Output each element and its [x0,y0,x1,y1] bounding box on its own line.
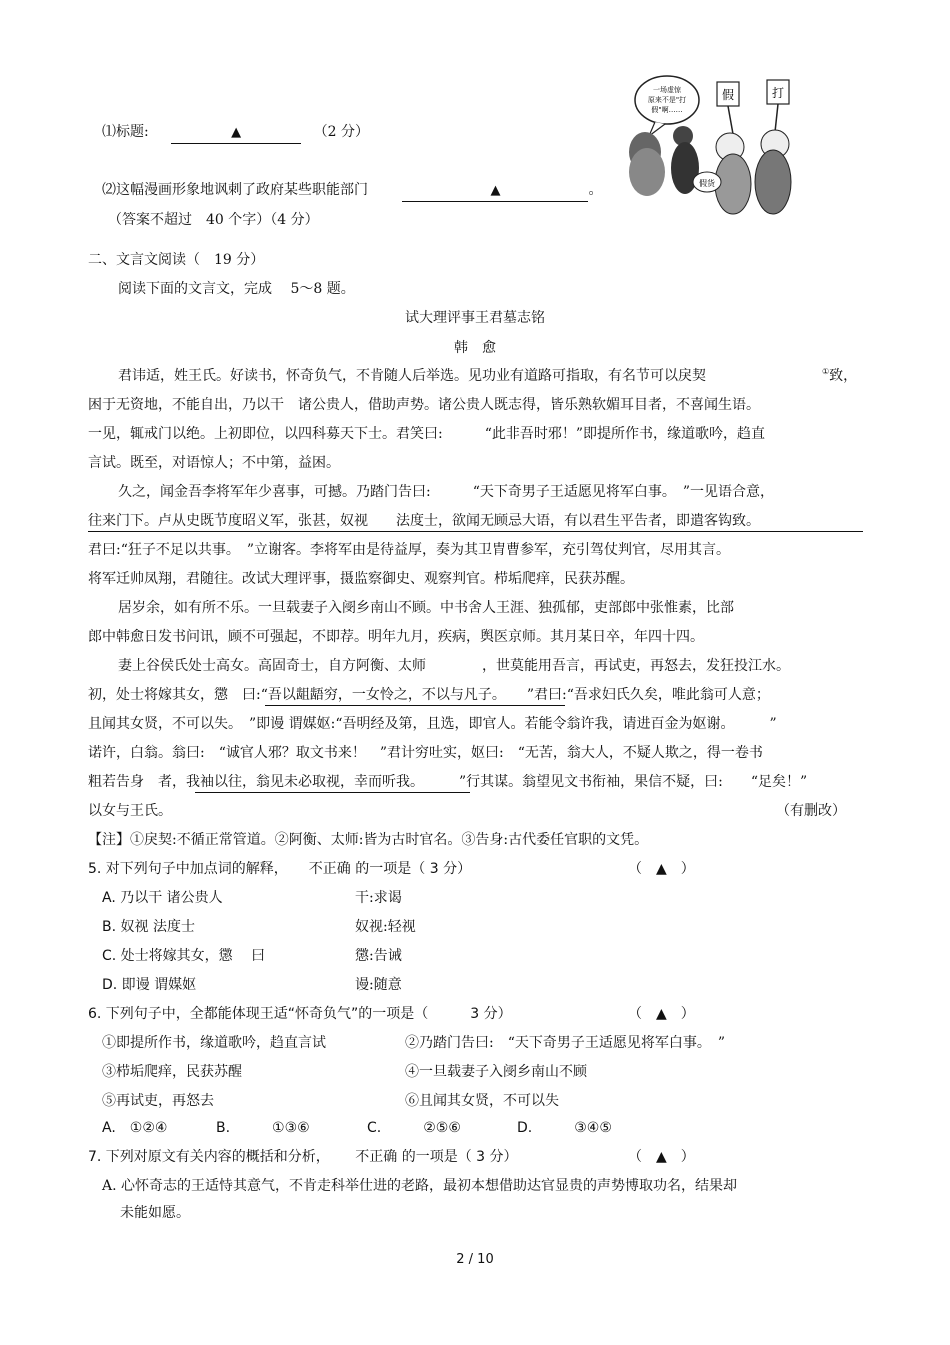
passage-line-1: 君讳适，姓王氏。好读书，怀奇负气，不肯随人后举选。见功业有道路可指取，有名节可以戾契 [118,368,706,384]
source-note: （有删改） [776,803,846,819]
q7-stem: 7. 下列对原文有关内容的概括和分析， 不正确 的一项是（ 3 分） [88,1149,518,1165]
passage-underline-12 [265,685,565,706]
q1-answer-blank[interactable]: ▲ [171,122,301,144]
passage-title: 试大理评事王君墓志铭 [405,310,545,326]
q1-line [102,122,369,144]
passage-line-2: 困于无资地，不能自出，乃以干 诸公贵人，借助声势。诸公贵人既志得，皆乐熟软媚耳目者，不喜闻生语。 [88,397,760,413]
q7-option-a-line2: 未能如愿。 [120,1205,190,1221]
passage-line-16: 以女与王氏。 [88,803,172,819]
q2-line: ⑵这幅漫画形象地讽刺了政府某些职能部门 ▲ 。 [102,180,602,202]
q6-choice-c[interactable]: C. ②⑤⑥ [367,1120,461,1136]
q6-choice-b[interactable]: B. ①③⑥ [216,1120,310,1136]
q5-option-b-gloss: 奴视:轻视 [355,919,416,935]
q5-option-b: B. 奴视 法度士 [102,919,195,935]
q7-option-a-line1: A. 心怀奇志的王适恃其意气，不肯走科举仕进的老路，最初本想借助达官显贵的声势博取功名，结果却 [102,1178,738,1194]
q6-stem: 6. 下列句子中，全都能体现王适“怀奇负气”的一项是（ 3 分） [88,1006,512,1022]
q5-stem: 5. 对下列句子中加点词的解释， 不正确 的一项是（ 3 分） [88,861,472,877]
passage-underline-15 [195,772,470,793]
passage-line-11: 妻上谷侯氏处士高女。高固奇士，自方阿衡、太师 ，世莫能用吾言，再试吏，再怒去，发狂投江水。 [118,658,790,674]
q7-answer-paren[interactable]: （ ▲ ） [628,1149,695,1165]
section2-heading: 二、文言文阅读（ 19 分） [88,252,265,268]
bubble-text-1: 一场虚惊 [653,86,681,94]
q1-points: （2 分） [313,124,369,140]
passage-line-15: 粗若告身 者，我袖以往，翁见未必取视，幸而听我。 ”行其谋。翁望见文书衔袖，果信不疑，曰: “足矣！” [88,774,808,790]
q5-option-c: C. 处士将嫁其女，懲 曰 [102,948,266,964]
q6-item-1: ①即提所作书，缘道歌吟，趋直言试 [102,1035,326,1051]
sign-1: 假 [721,88,735,102]
passage-line-8: 将军迁帅凤翔，君随往。改试大理评事，摄监察御史、观察判官。栉垢爬痒，民获苏醒。 [88,571,634,587]
q6-item-5: ⑤再试吏，再怒去 [102,1093,214,1109]
q6-item-4: ④一旦载妻子入阌乡南山不顾 [405,1064,587,1080]
passage-line-13: 且闻其女贤，不可以失。 ”即谩 谓媒妪:“吾明经及第，且选，即官人。若能令翁许我，请进百金为妪谢。 ” [88,716,777,732]
passage-line-3: 一见，辄戒门以绝。上初即位，以四科募天下士。君笑曰: “此非吾时邪！”即提所作书，缘道歌吟，趋直 [88,426,766,442]
q1-label: ⑴标题: [102,124,149,140]
q2-answer-blank[interactable]: ▲ [402,180,588,202]
q5-option-d: D. 即谩 谓媒妪 [102,977,197,993]
q5-option-a: A. 乃以干 诸公贵人 [102,890,223,906]
q6-choice-a[interactable]: A. ①②④ [102,1120,168,1136]
section2-instruction: 阅读下面的文言文，完成 5～8 题。 [118,281,355,297]
q2-label: ⑵这幅漫画形象地讽刺了政府某些职能部门 [102,182,368,198]
bubble-text-2: 原来不是"打 [647,96,687,104]
passage-line-14: 诺许，白翁。翁曰: “诚官人邪？取文书来！ ”君计穷吐实，妪曰: “无苦，翁大人，不疑人欺之，得一卷书 [88,745,763,761]
passage-line-1-end: ①致， [822,367,858,384]
passage-line-5: 久之，闻金吾李将军年少喜事，可撼。乃踏门告曰: “天下奇男子王适愿见将军白事。 ”一见语合意， [118,484,775,500]
q5-option-a-gloss: 干:求谒 [355,890,402,906]
sign-2: 打 [771,86,785,100]
passage-line-4: 言试。既至，对语惊人；不中第，益困。 [88,455,340,471]
q6-item-6: ⑥且闻其女贤，不可以失 [405,1093,559,1109]
q5-answer-paren[interactable]: （ ▲ ） [628,861,695,877]
q6-choice-d[interactable]: D. ③④⑤ [517,1120,612,1136]
passage-line-9: 居岁余，如有所不乐。一旦载妻子入阌乡南山不顾。中书舍人王涯、独孤郁，吏部郎中张惟素，比部 [118,600,734,616]
passage-line-12: 初，处士将嫁其女，懲 曰:“吾以龃龉穷，一女怜之，不以与凡子。 ”君曰:“吾求妇氏久矣，唯此翁可人意； [88,687,770,703]
q6-item-3: ③栉垢爬痒，民获苏醒 [102,1064,242,1080]
passage-author: 韩 愈 [454,340,496,356]
page-number: 2 / 10 [456,1252,494,1267]
bubble-text-3: 假"啊…… [651,106,683,114]
q6-answer-paren[interactable]: （ ▲ ） [628,1006,695,1022]
q5-option-d-gloss: 谩:随意 [355,977,402,993]
cartoon-image [625,72,805,220]
annotation: 【注】①戾契:不循正常管道。②阿衡、太师:皆为古时官名。③告身:古代委任官职的文凭。 [88,832,649,848]
sign-3: 假货 [699,179,715,188]
passage-line-10: 郎中韩愈日发书问讯，顾不可强起，不即荐。明年九月，疾病，舆医京师。其月某日卒，年四十四。 [88,629,704,645]
q2-note: （答案不超过 40 个字）（4 分） [108,212,319,228]
passage-line-6: 往来门下。卢从史既节度昭义军，张甚，奴视 法度士，欲闻无顾忌大语，有以君生平告者，即遣客钩致。 [88,511,863,532]
q6-item-2: ②乃踏门告曰: “天下奇男子王适愿见将军白事。 ” [405,1035,726,1051]
q5-option-c-gloss: 懲:告诫 [355,948,402,964]
passage-line-7: 君曰:“狂子不足以共事。 ”立谢客。李将军由是待益厚，奏为其卫胄曹参军，充引驾仗判官，尽用其言。 [88,542,731,558]
